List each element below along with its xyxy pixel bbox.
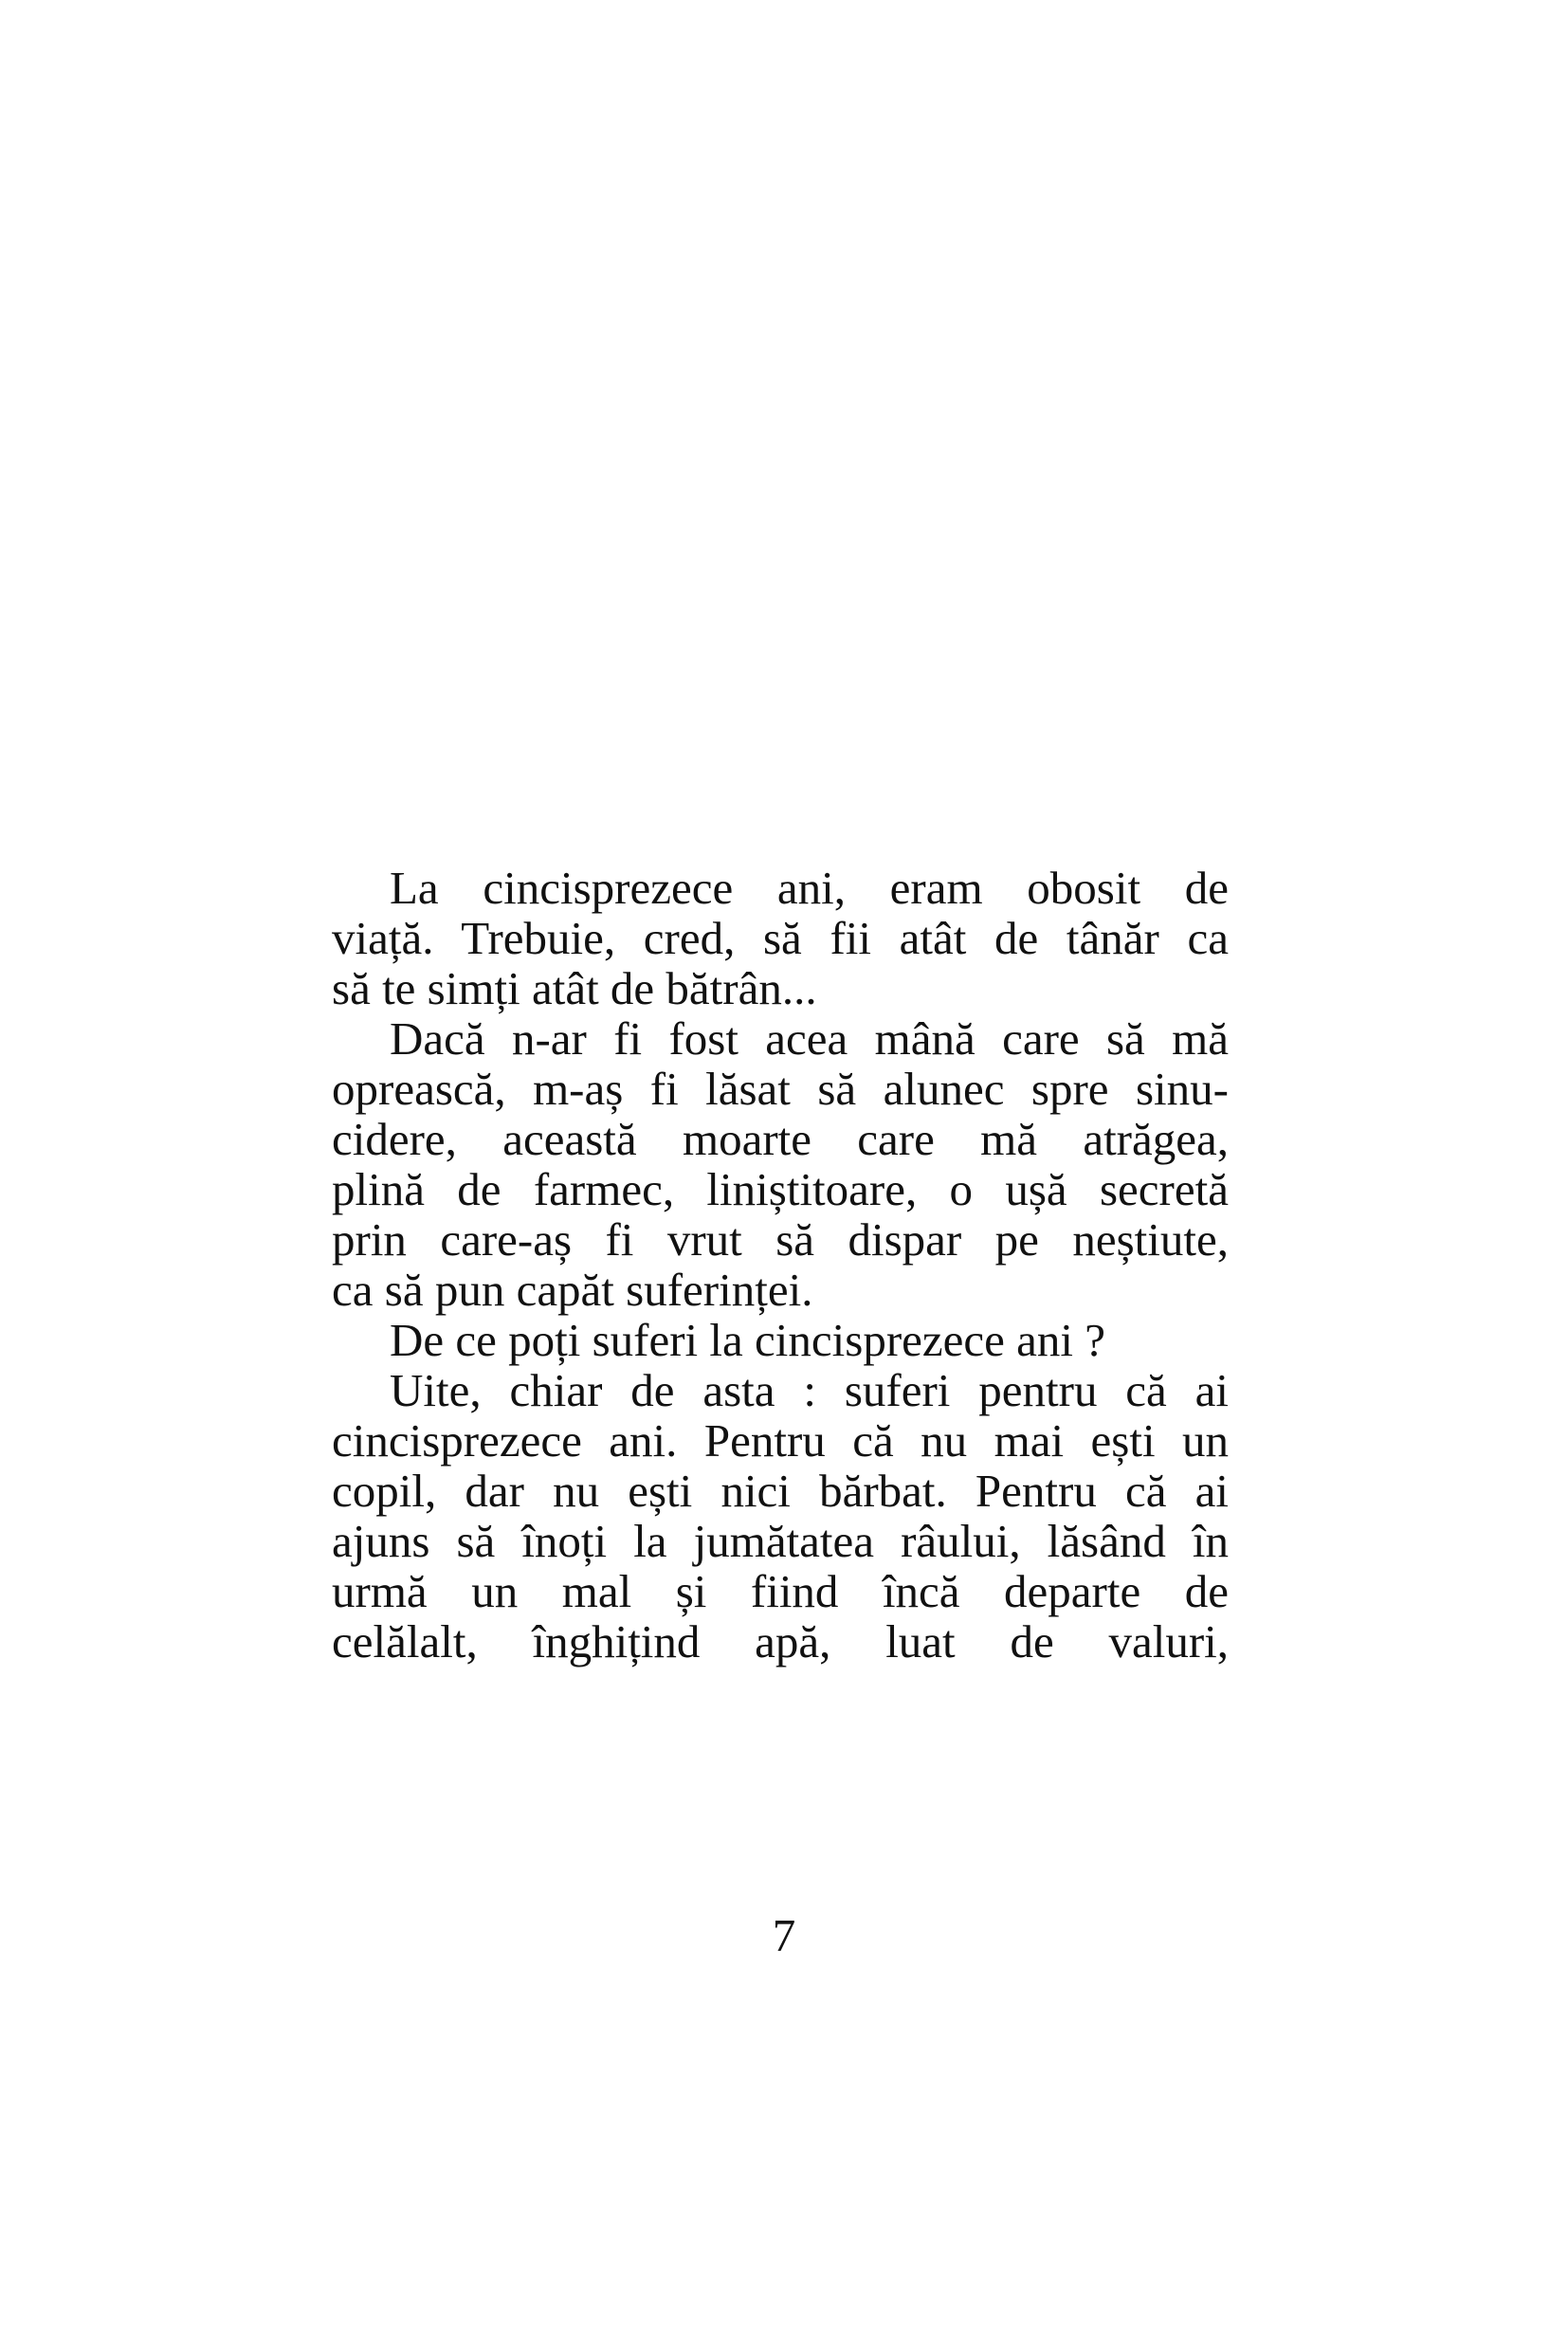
text-line: cidere, această moarte care mă atrăgea, bbox=[332, 1113, 1229, 1165]
text-line: oprească, m-aș fi lăsat să alunec spre sinu- bbox=[332, 1063, 1229, 1115]
text-line: De ce poți suferi la cincisprezece ani ? bbox=[390, 1314, 1106, 1366]
text-line: celălalt, înghițind apă, luat de valuri, bbox=[332, 1615, 1229, 1668]
text-line: Uite, chiar de asta : suferi pentru că ai bbox=[390, 1364, 1229, 1416]
page-number: 7 bbox=[772, 1909, 796, 1961]
text-line: să te simți atât de bătrân... bbox=[332, 962, 817, 1014]
text-line: ajuns să înoți la jumătatea râului, lăsând în bbox=[332, 1515, 1229, 1567]
text-line: viață. Trebuie, cred, să fii atât de tânăr ca bbox=[332, 912, 1229, 964]
text-line: Dacă n-ar fi fost acea mână care să mă bbox=[390, 1012, 1229, 1065]
text-line: copil, dar nu ești nici bărbat. Pentru că ai bbox=[332, 1465, 1229, 1517]
text-line: prin care-aș fi vrut să dispar pe neștiute, bbox=[332, 1213, 1229, 1266]
text-line: La cincisprezece ani, eram obosit de bbox=[390, 862, 1229, 914]
text-line: plină de farmec, liniștitoare, o ușă secretă bbox=[332, 1163, 1229, 1215]
text-line: ca să pun capăt suferinței. bbox=[332, 1264, 813, 1316]
text-line: cincisprezece ani. Pentru că nu mai ești un bbox=[332, 1414, 1229, 1467]
text-line: urmă un mal și fiind încă departe de bbox=[332, 1565, 1229, 1617]
